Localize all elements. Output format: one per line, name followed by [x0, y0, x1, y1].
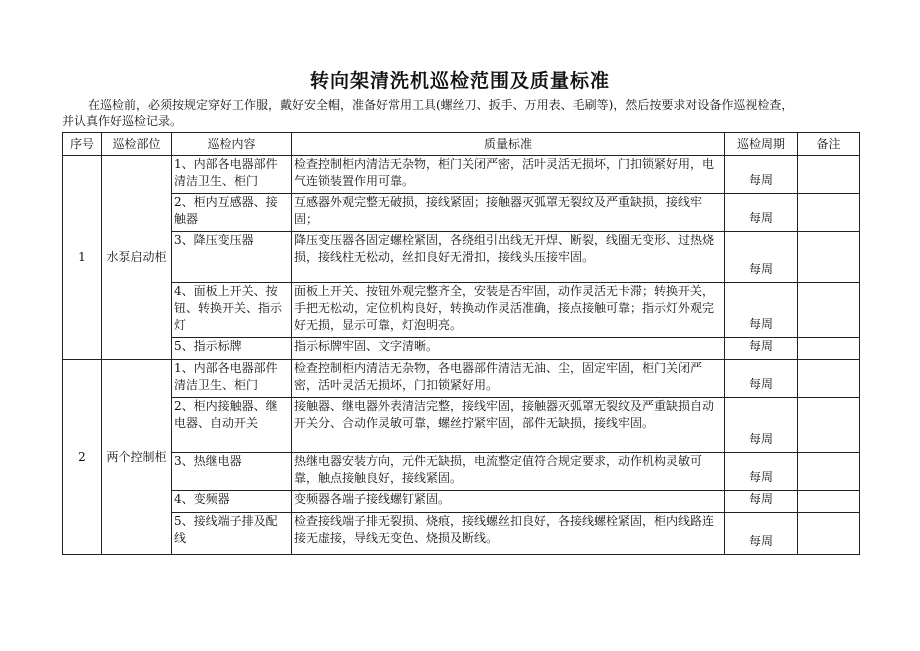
inspection-content: 5、接线端子排及配线 [172, 513, 292, 555]
inspection-period: 每周 [725, 338, 798, 360]
remark-cell [798, 156, 860, 194]
inspection-period: 每周 [725, 194, 798, 232]
table-row [63, 338, 860, 360]
table-row [63, 232, 860, 283]
inspection-content: 2、柜内接触器、继电器、自动开关 [172, 398, 292, 453]
quality-standard: 检查控制柜内清洁无杂物，各电器部件清洁无油、尘，固定牢固，柜门关闭严密，活叶灵活无损坏，门扣锁紧好用。 [292, 360, 725, 398]
group-number: 2 [63, 360, 102, 555]
group-part: 水泵启动柜 [102, 156, 172, 360]
remark-cell [798, 453, 860, 491]
document-title: 转向架清洗机巡检范围及质量标准 [309, 70, 610, 92]
inspection-content: 1、内部各电器部件清洁卫生、柜门 [172, 360, 292, 398]
inspection-period: 每周 [725, 453, 798, 491]
inspection-period: 每周 [725, 398, 798, 453]
remark-cell [798, 194, 860, 232]
table-row [63, 453, 860, 491]
table-row [63, 283, 860, 338]
quality-standard: 降压变压器各固定螺栓紧固，各绕组引出线无开焊、断裂，线圈无变形、过热烧损，接线柱无松动，丝扣良好无滑扣，接线头压接牢固。 [292, 232, 725, 283]
group-number: 1 [63, 156, 102, 360]
quality-standard: 检查接线端子排无裂损、烧痕，接线螺丝扣良好，各接线螺栓紧固，柜内线路连接无虚接，导线无变色、烧损及断线。 [292, 513, 725, 555]
inspection-period: 每周 [725, 360, 798, 398]
remark-cell [798, 513, 860, 555]
remark-cell [798, 491, 860, 513]
inspection-content: 3、降压变压器 [172, 232, 292, 283]
inspection-period: 每周 [725, 283, 798, 338]
intro-line-2: 并认真作好巡检记录。 [62, 114, 183, 128]
table-header-row [63, 133, 860, 156]
quality-standard: 接触器、继电器外表清洁完整，接线牢固，接触器灭弧罩无裂纹及严重缺损自动开关分、合动作灵敏可靠，螺丝拧紧牢固，部件无缺损，接线牢固。 [292, 398, 725, 453]
group-part: 两个控制柜 [102, 360, 172, 555]
intro-paragraph [62, 97, 862, 129]
quality-standard: 检查控制柜内清洁无杂物，柜门关闭严密，活叶灵活无损坏，门扣锁紧好用，电气连锁装置作用可靠。 [292, 156, 725, 194]
intro-line-1: 在巡检前，必须按规定穿好工作服，戴好安全帽，准备好常用工具(螺丝刀、扳手、万用表、毛刷等)，然后按要求对设备作巡视检查， [88, 98, 794, 112]
remark-cell [798, 360, 860, 398]
remark-cell [798, 283, 860, 338]
inspection-content: 4、面板上开关、按钮、转换开关、指示灯 [172, 283, 292, 338]
inspection-content: 4、变频器 [172, 491, 292, 513]
inspection-content: 3、热继电器 [172, 453, 292, 491]
header-no: 序号 [63, 133, 102, 156]
quality-standard: 热继电器安装方向，元件无缺损，电流整定值符合规定要求，动作机构灵敏可靠，触点接触良好，接线紧固。 [292, 453, 725, 491]
inspection-period: 每周 [725, 232, 798, 283]
remark-cell [798, 232, 860, 283]
header-standard: 质量标准 [292, 133, 725, 156]
inspection-content: 2、柜内互感器、接触器 [172, 194, 292, 232]
remark-cell [798, 338, 860, 360]
header-content: 巡检内容 [172, 133, 292, 156]
quality-standard: 指示标牌牢固、文字清晰。 [292, 338, 725, 360]
table-row [63, 491, 860, 513]
inspection-period: 每周 [725, 491, 798, 513]
quality-standard: 互感器外观完整无破损，接线紧固；接触器灭弧罩无裂纹及严重缺损，接线牢固； [292, 194, 725, 232]
header-period: 巡检周期 [725, 133, 798, 156]
table-row [63, 360, 860, 398]
inspection-period: 每周 [725, 156, 798, 194]
inspection-content: 5、指示标牌 [172, 338, 292, 360]
inspection-content: 1、内部各电器部件清洁卫生、柜门 [172, 156, 292, 194]
table-row [63, 398, 860, 453]
header-part: 巡检部位 [102, 133, 172, 156]
table-row [63, 156, 860, 194]
inspection-table [62, 132, 860, 555]
header-remark: 备注 [798, 133, 860, 156]
table-row [63, 513, 860, 555]
remark-cell [798, 398, 860, 453]
table-row [63, 194, 860, 232]
inspection-period: 每周 [725, 513, 798, 555]
quality-standard: 变频器各端子接线螺钉紧固。 [292, 491, 725, 513]
quality-standard: 面板上开关、按钮外观完整齐全，安装是否牢固，动作灵活无卡滞；转换开关，手把无松动，定位机构良好，转换动作灵活准确，接点接触可靠；指示灯外观完好无损，显示可靠，灯泡明亮。 [292, 283, 725, 338]
